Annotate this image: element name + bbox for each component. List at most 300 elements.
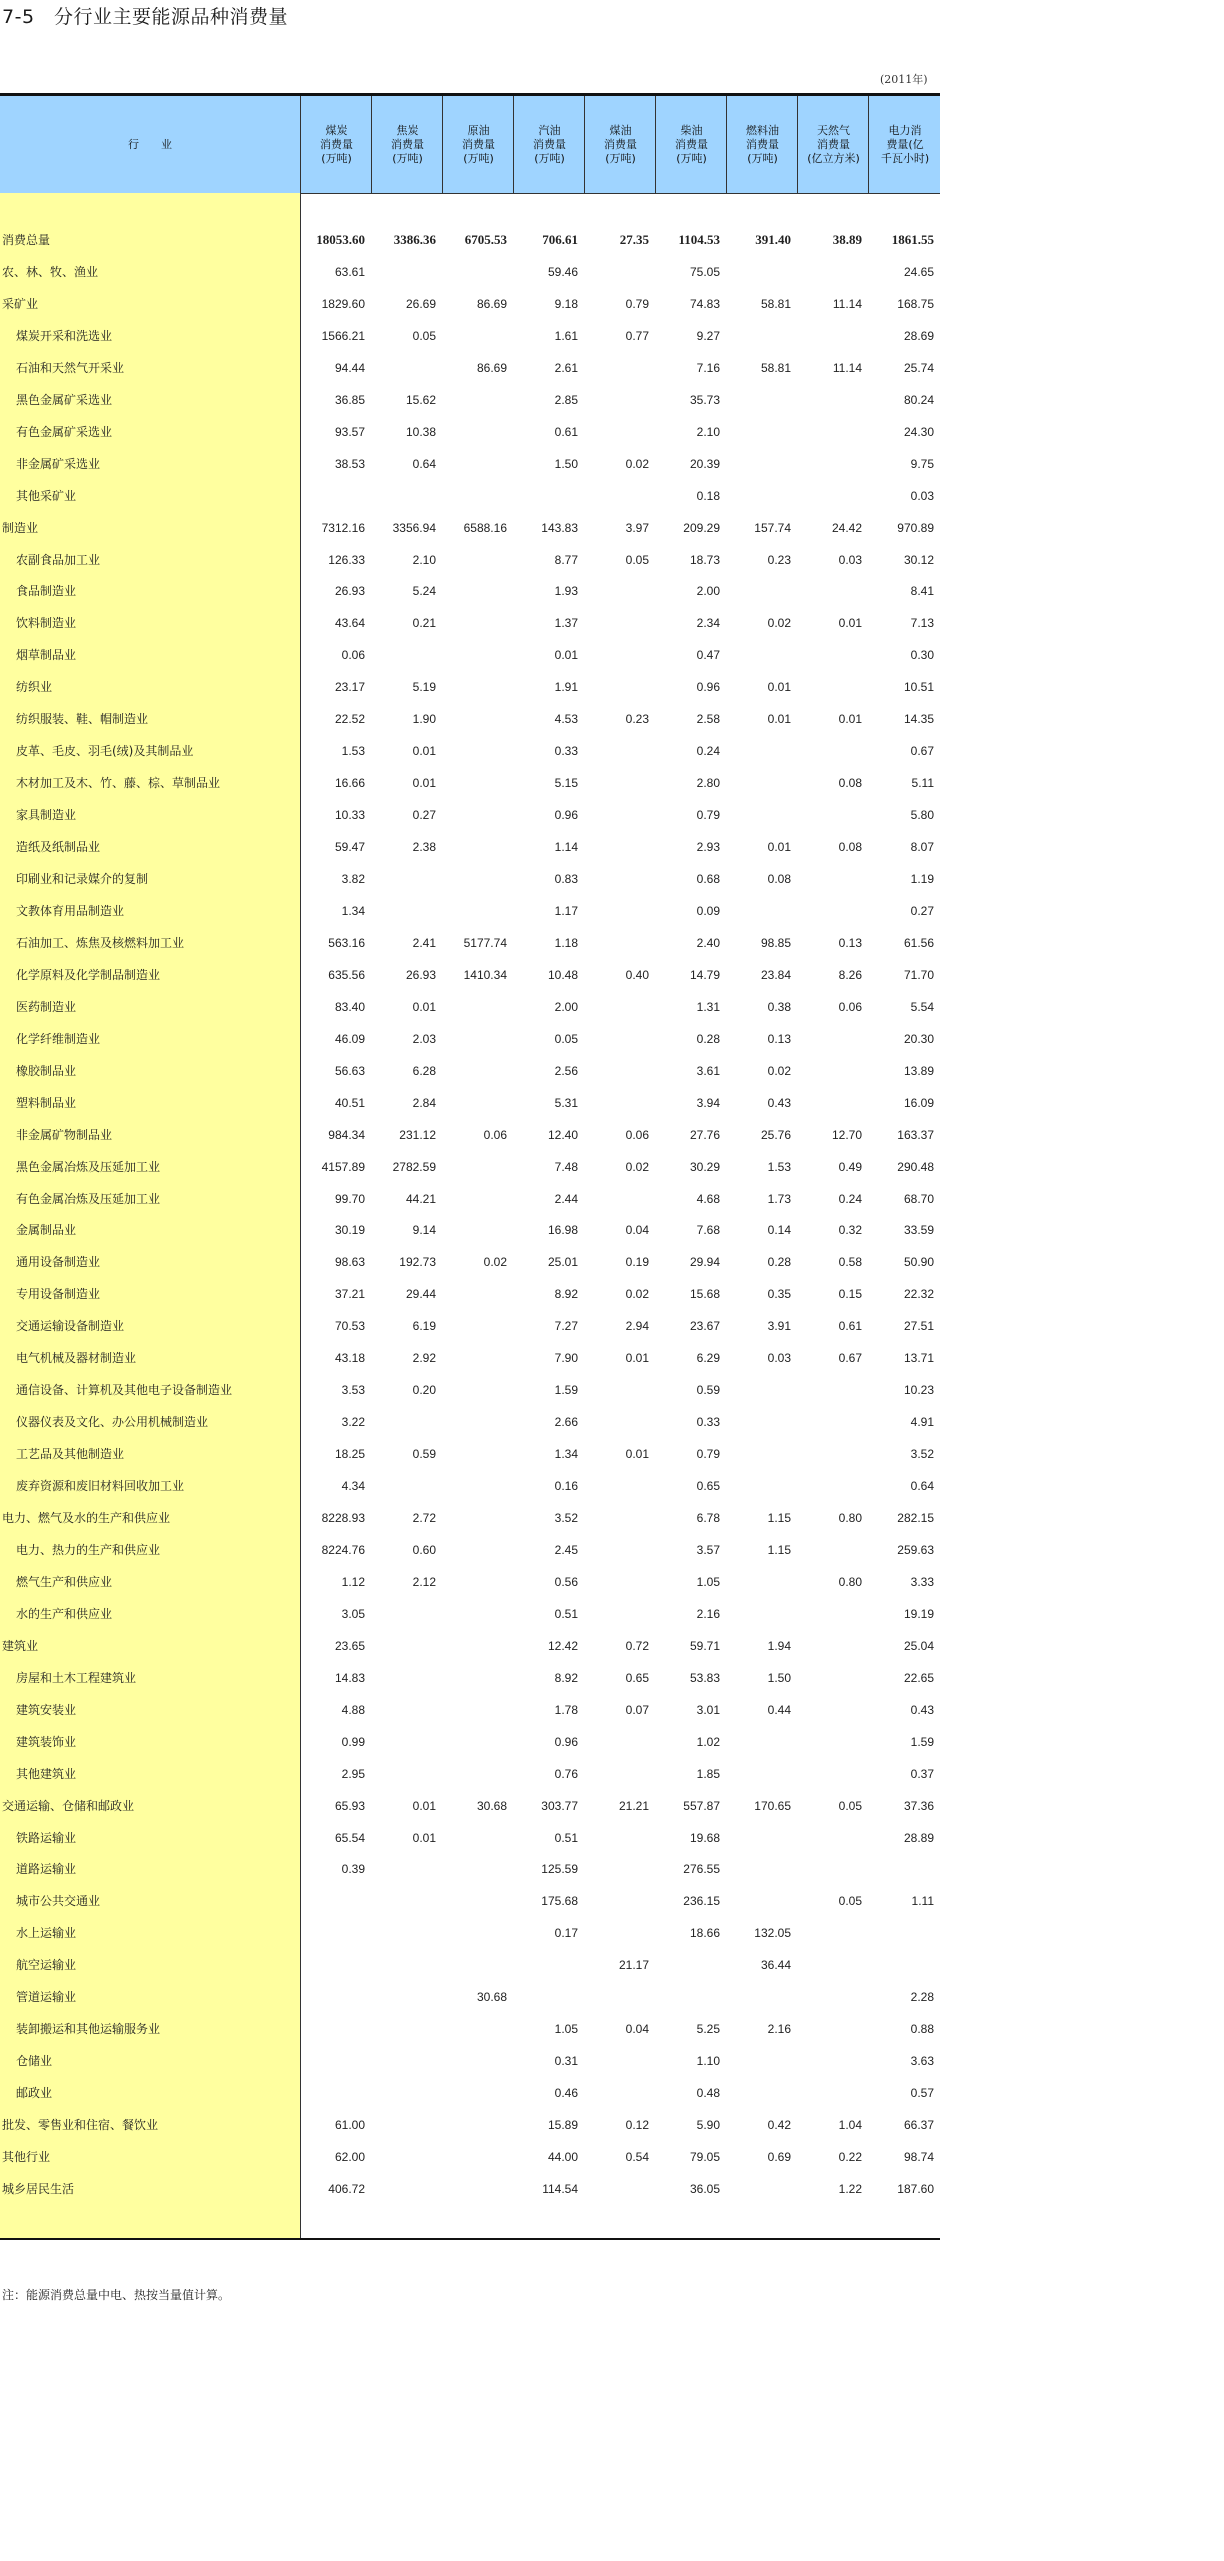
table-header [0, 96, 940, 194]
industry-name: 化学原料及化学制品制造业 [16, 968, 161, 982]
gasoline-value: 1.59 [554, 1383, 578, 1397]
gasoline-value: 1.37 [554, 616, 578, 630]
diesel-value: 3.61 [696, 1064, 720, 1078]
coke-value: 3356.94 [392, 521, 436, 535]
industry-name: 建筑安装业 [16, 1703, 77, 1717]
coke-value: 0.01 [412, 1831, 436, 1845]
electricity-value: 61.56 [903, 936, 934, 950]
fuel-oil-value [726, 1374, 791, 1406]
natural-gas-value [797, 1055, 862, 1087]
industry-name: 仓储业 [16, 2054, 53, 2068]
diesel-value: 6.78 [696, 1511, 720, 1525]
coal-value: 40.51 [334, 1096, 365, 1110]
industry-name: 燃气生产和供应业 [16, 1575, 113, 1589]
table-row [0, 320, 940, 352]
diesel-value: 15.68 [689, 1287, 720, 1301]
coal-value [300, 1885, 365, 1917]
coke-value: 15.62 [405, 393, 436, 407]
fuel-oil-value: 1.15 [767, 1543, 791, 1557]
kerosene-value: 0.12 [625, 2118, 649, 2132]
crude-oil-value [442, 799, 507, 831]
industry-name: 食品制造业 [16, 584, 77, 598]
natural-gas-value: 0.24 [838, 1192, 862, 1206]
diesel-value: 7.68 [696, 1223, 720, 1237]
gasoline-value: 10.48 [547, 968, 578, 982]
table-row [0, 1790, 940, 1822]
fuel-oil-value: 0.44 [767, 1703, 791, 1717]
kerosene-value: 0.79 [625, 297, 649, 311]
gasoline-value: 2.85 [554, 393, 578, 407]
table-row [0, 1853, 940, 1885]
coke-value [371, 1662, 436, 1694]
fuel-oil-value [726, 1566, 791, 1598]
table-row [0, 1981, 940, 2013]
electricity-value: 22.65 [903, 1671, 934, 1685]
kerosene-value [584, 1087, 649, 1119]
electricity-value: 33.59 [903, 1223, 934, 1237]
coke-value [371, 480, 436, 512]
fuel-oil-value: 0.02 [767, 1064, 791, 1078]
gasoline-value: 44.00 [547, 2150, 578, 2164]
kerosene-value [584, 1598, 649, 1630]
coal-value [300, 2045, 365, 2077]
crude-oil-value: 6705.53 [464, 232, 507, 247]
natural-gas-value [797, 384, 862, 416]
coke-value [371, 1917, 436, 1949]
electricity-value: 24.30 [903, 425, 934, 439]
natural-gas-value: 0.22 [838, 2150, 862, 2164]
diesel-value: 35.73 [689, 393, 720, 407]
crude-oil-value [442, 2077, 507, 2109]
kerosene-value [584, 2173, 649, 2205]
industry-name: 水的生产和供应业 [16, 1607, 113, 1621]
industry-name: 邮政业 [16, 2086, 53, 2100]
electricity-value: 0.30 [910, 648, 934, 662]
table-row [0, 1183, 940, 1215]
table-row [0, 1758, 940, 1790]
gasoline-value: 143.83 [541, 521, 578, 535]
industry-name: 其他建筑业 [16, 1767, 77, 1781]
crude-oil-value: 0.02 [483, 1255, 507, 1269]
natural-gas-value: 0.01 [838, 616, 862, 630]
diesel-value: 2.58 [696, 712, 720, 726]
gasoline-value: 12.42 [547, 1639, 578, 1653]
diesel-value: 557.87 [683, 1799, 720, 1813]
electricity-value: 66.37 [903, 2118, 934, 2132]
gasoline-value: 114.54 [542, 2182, 578, 2196]
table-row [0, 1246, 940, 1278]
kerosene-value: 0.02 [625, 1287, 649, 1301]
industry-name: 其他采矿业 [16, 489, 77, 503]
crude-oil-value [442, 991, 507, 1023]
natural-gas-value [797, 320, 862, 352]
coal-value: 1566.21 [321, 329, 365, 343]
gasoline-value: 0.05 [554, 1032, 578, 1046]
diesel-value: 1.05 [696, 1575, 720, 1589]
industry-name: 道路运输业 [16, 1862, 77, 1876]
industry-name: 医药制造业 [16, 1000, 77, 1014]
crude-oil-value [442, 1310, 507, 1342]
coal-value: 126.33 [328, 553, 365, 567]
gasoline-value [513, 480, 578, 512]
coke-value: 9.14 [412, 1223, 436, 1237]
table-row [0, 256, 940, 288]
crude-oil-value [442, 2141, 507, 2173]
crude-oil-value [442, 767, 507, 799]
kerosene-value [584, 1917, 649, 1949]
electricity-value [868, 1853, 934, 1885]
table-row [0, 1917, 940, 1949]
fuel-oil-value [726, 320, 791, 352]
fuel-oil-value: 36.44 [760, 1958, 791, 1972]
coke-value [371, 1726, 436, 1758]
fuel-oil-value: 0.02 [767, 616, 791, 630]
fuel-oil-value [726, 2173, 791, 2205]
coke-value: 6.19 [412, 1319, 436, 1333]
kerosene-value [584, 607, 649, 639]
crude-oil-value: 30.68 [476, 1990, 507, 2004]
crude-oil-value [442, 1502, 507, 1534]
industry-name: 管道运输业 [16, 1990, 77, 2004]
natural-gas-value: 0.15 [838, 1287, 862, 1301]
kerosene-value: 0.07 [625, 1703, 649, 1717]
crude-oil-value [442, 1694, 507, 1726]
diesel-value: 0.48 [696, 2086, 720, 2100]
fuel-oil-value [726, 1758, 791, 1790]
coal-value [300, 2077, 365, 2109]
coal-value: 8228.93 [321, 1511, 365, 1525]
diesel-value: 209.29 [683, 521, 720, 535]
fuel-oil-value: 1.53 [767, 1160, 791, 1174]
natural-gas-value: 0.08 [838, 840, 862, 854]
header-fuel-oil: 燃料油 消费量 (万吨) [726, 96, 798, 193]
header-coke: 焦炭 消费量 (万吨) [371, 96, 443, 193]
crude-oil-value [442, 1822, 507, 1854]
crude-oil-value [442, 607, 507, 639]
electricity-value: 4.91 [910, 1415, 934, 1429]
coal-value: 0.99 [341, 1735, 365, 1749]
natural-gas-value [797, 480, 862, 512]
header-natural-gas: 天然气 消费量 (亿立方米) [797, 96, 869, 193]
fuel-oil-value: 0.38 [767, 1000, 791, 1014]
coke-value [371, 256, 436, 288]
industry-name: 石油和天然气开采业 [16, 361, 125, 375]
coke-value: 3386.36 [393, 232, 436, 247]
gasoline-value: 1.17 [554, 904, 578, 918]
diesel-value: 0.47 [696, 648, 720, 662]
crude-oil-value [442, 1758, 507, 1790]
gasoline-value: 3.52 [554, 1511, 578, 1525]
natural-gas-value: 0.03 [838, 553, 862, 567]
crude-oil-value [442, 1598, 507, 1630]
coal-value: 56.63 [334, 1064, 365, 1078]
electricity-value: 290.48 [897, 1160, 934, 1174]
kerosene-value [584, 2045, 649, 2077]
electricity-value: 8.41 [910, 584, 934, 598]
diesel-value: 79.05 [689, 2150, 720, 2164]
table-row [0, 384, 940, 416]
diesel-value: 0.65 [696, 1479, 720, 1493]
diesel-value [655, 1981, 720, 2013]
fuel-oil-value: 0.28 [767, 1255, 791, 1269]
kerosene-value [584, 1822, 649, 1854]
table-row [0, 927, 940, 959]
electricity-value: 163.37 [897, 1128, 934, 1142]
crude-oil-value [442, 544, 507, 576]
gasoline-value: 0.46 [554, 2086, 578, 2100]
industry-name: 航空运输业 [16, 1958, 77, 1972]
diesel-value: 29.94 [689, 1255, 720, 1269]
electricity-value: 0.43 [910, 1703, 934, 1717]
crude-oil-value [442, 1438, 507, 1470]
coke-value: 2.84 [412, 1096, 436, 1110]
coal-value: 93.57 [334, 425, 365, 439]
coke-value [371, 1949, 436, 1981]
coal-value: 23.17 [334, 680, 365, 694]
table-row [0, 1534, 940, 1566]
table-row [0, 352, 940, 384]
coal-value [300, 1949, 365, 1981]
coke-value: 0.21 [412, 616, 436, 630]
gasoline-value: 12.40 [547, 1128, 578, 1142]
kerosene-value [584, 735, 649, 767]
natural-gas-value: 1.22 [838, 2182, 862, 2196]
industry-name: 烟草制品业 [16, 648, 77, 662]
coal-value: 635.56 [328, 968, 365, 982]
coke-value [371, 2013, 436, 2045]
gasoline-value: 9.18 [554, 297, 578, 311]
table-row [0, 2045, 940, 2077]
fuel-oil-value: 1.73 [767, 1192, 791, 1206]
diesel-value: 4.68 [696, 1192, 720, 1206]
coke-value [371, 1853, 436, 1885]
diesel-value: 5.90 [696, 2118, 720, 2132]
table-row [0, 863, 940, 895]
diesel-value: 14.79 [689, 968, 720, 982]
kerosene-value: 0.01 [625, 1447, 649, 1461]
coke-value: 6.28 [412, 1064, 436, 1078]
industry-name: 装卸搬运和其他运输服务业 [16, 2022, 161, 2036]
crude-oil-value [442, 2045, 507, 2077]
fuel-oil-value [726, 1822, 791, 1854]
table-row [0, 735, 940, 767]
crude-oil-value [442, 1949, 507, 1981]
natural-gas-value: 0.05 [838, 1799, 862, 1813]
coal-value: 59.47 [334, 840, 365, 854]
diesel-value: 0.59 [696, 1383, 720, 1397]
crude-oil-value [442, 671, 507, 703]
crude-oil-value: 6588.16 [463, 521, 507, 535]
diesel-value: 1.10 [696, 2054, 720, 2068]
crude-oil-value [442, 831, 507, 863]
gasoline-value: 1.05 [554, 2022, 578, 2036]
natural-gas-value: 24.42 [831, 521, 862, 535]
fuel-oil-value: 2.16 [767, 2022, 791, 2036]
gasoline-value: 2.44 [554, 1192, 578, 1206]
header-coal: 煤炭 消费量 (万吨) [300, 96, 372, 193]
fuel-oil-value [726, 2045, 791, 2077]
fuel-oil-value: 132.05 [754, 1926, 791, 1940]
electricity-value: 9.75 [910, 457, 934, 471]
coke-value: 0.20 [412, 1383, 436, 1397]
coal-value: 0.06 [341, 648, 365, 662]
fuel-oil-value: 0.69 [767, 2150, 791, 2164]
kerosene-value: 0.77 [625, 329, 649, 343]
coke-value: 2.10 [412, 553, 436, 567]
coal-value: 10.33 [334, 808, 365, 822]
gasoline-value [513, 1949, 578, 1981]
natural-gas-value [797, 1758, 862, 1790]
natural-gas-value: 0.08 [838, 776, 862, 790]
natural-gas-value: 0.67 [838, 1351, 862, 1365]
coal-value [300, 1917, 365, 1949]
fuel-oil-value: 25.76 [760, 1128, 791, 1142]
electricity-value: 19.19 [903, 1607, 934, 1621]
crude-oil-value [442, 1151, 507, 1183]
electricity-value: 0.27 [910, 904, 934, 918]
kerosene-value [584, 1502, 649, 1534]
coal-value: 22.52 [334, 712, 365, 726]
gasoline-value: 0.96 [554, 1735, 578, 1749]
industry-name: 农副食品加工业 [16, 553, 101, 567]
industry-name: 家具制造业 [16, 808, 77, 822]
electricity-value: 27.51 [903, 1319, 934, 1333]
fuel-oil-value: 98.85 [760, 936, 791, 950]
fuel-oil-value [726, 767, 791, 799]
kerosene-value [584, 1981, 649, 2013]
diesel-value: 0.33 [696, 1415, 720, 1429]
fuel-oil-value [726, 1726, 791, 1758]
diesel-value: 5.25 [696, 2022, 720, 2036]
coal-value: 83.40 [334, 1000, 365, 1014]
fuel-oil-value [726, 1885, 791, 1917]
kerosene-value [584, 1374, 649, 1406]
gasoline-value: 2.00 [554, 1000, 578, 1014]
electricity-value: 71.70 [903, 968, 934, 982]
coke-value [371, 639, 436, 671]
fuel-oil-value: 23.84 [760, 968, 791, 982]
natural-gas-value [797, 1534, 862, 1566]
gasoline-value: 7.90 [554, 1351, 578, 1365]
natural-gas-value: 1.04 [838, 2118, 862, 2132]
coal-value: 43.18 [334, 1351, 365, 1365]
industry-name: 煤炭开采和洗选业 [16, 329, 113, 343]
diesel-value: 19.68 [689, 1831, 720, 1845]
coke-value: 26.93 [405, 968, 436, 982]
natural-gas-value [797, 1853, 862, 1885]
natural-gas-value: 0.58 [838, 1255, 862, 1269]
diesel-value: 0.79 [696, 808, 720, 822]
crude-oil-value [442, 384, 507, 416]
gasoline-value: 175.68 [541, 1894, 578, 1908]
gasoline-value: 0.31 [554, 2054, 578, 2068]
fuel-oil-value: 1.94 [767, 1639, 791, 1653]
coal-value: 4.88 [341, 1703, 365, 1717]
kerosene-value [584, 639, 649, 671]
coke-value: 2.92 [412, 1351, 436, 1365]
coke-value: 0.64 [412, 457, 436, 471]
coal-value: 18.25 [334, 1447, 365, 1461]
kerosene-value [584, 991, 649, 1023]
natural-gas-value: 0.80 [838, 1511, 862, 1525]
fuel-oil-value: 170.65 [754, 1799, 791, 1813]
gasoline-value: 4.53 [554, 712, 578, 726]
kerosene-value: 2.94 [625, 1319, 649, 1333]
coal-value: 1.53 [341, 744, 365, 758]
diesel-value: 30.29 [689, 1160, 720, 1174]
coke-value [371, 2045, 436, 2077]
fuel-oil-value [726, 480, 791, 512]
crude-oil-value [442, 1662, 507, 1694]
natural-gas-value [797, 1598, 862, 1630]
kerosene-value [584, 895, 649, 927]
electricity-value: 0.03 [910, 489, 934, 503]
diesel-value: 6.29 [696, 1351, 720, 1365]
coke-value: 2.72 [412, 1511, 436, 1525]
diesel-value: 3.01 [696, 1703, 720, 1717]
crude-oil-value [442, 1566, 507, 1598]
table-row [0, 2141, 940, 2173]
diesel-value: 9.27 [696, 329, 720, 343]
coal-value [300, 480, 365, 512]
diesel-value: 0.09 [696, 904, 720, 918]
fuel-oil-value: 0.42 [767, 2118, 791, 2132]
coke-value [371, 1630, 436, 1662]
natural-gas-value [797, 2077, 862, 2109]
industry-name: 造纸及纸制品业 [16, 840, 101, 854]
fuel-oil-value [726, 384, 791, 416]
electricity-value: 30.12 [903, 553, 934, 567]
industry-name: 消费总量 [2, 233, 51, 247]
gasoline-value: 15.89 [547, 2118, 578, 2132]
industry-name: 石油加工、炼焦及核燃料加工业 [16, 936, 185, 950]
diesel-value: 2.40 [696, 936, 720, 950]
crude-oil-value: 0.06 [483, 1128, 507, 1142]
coke-value: 0.01 [412, 744, 436, 758]
fuel-oil-value: 157.74 [754, 521, 791, 535]
natural-gas-value [797, 1406, 862, 1438]
crude-oil-value [442, 1853, 507, 1885]
kerosene-value: 0.05 [625, 553, 649, 567]
coal-value: 4.34 [341, 1479, 365, 1493]
coke-value: 0.05 [412, 329, 436, 343]
natural-gas-value: 12.70 [831, 1128, 862, 1142]
crude-oil-value [442, 1183, 507, 1215]
industry-name: 非金属矿物制品业 [16, 1128, 113, 1142]
natural-gas-value: 8.26 [838, 968, 862, 982]
crude-oil-value: 5177.74 [463, 936, 507, 950]
electricity-value: 282.15 [897, 1511, 934, 1525]
kerosene-value [584, 1023, 649, 1055]
coke-value [371, 895, 436, 927]
table-row [0, 607, 940, 639]
natural-gas-value: 0.49 [838, 1160, 862, 1174]
fuel-oil-value [726, 799, 791, 831]
gasoline-value: 1.91 [554, 680, 578, 694]
table-row [0, 1438, 940, 1470]
natural-gas-value: 0.06 [838, 1000, 862, 1014]
natural-gas-value: 0.01 [838, 712, 862, 726]
coal-value: 18053.60 [316, 232, 365, 247]
electricity-value: 8.07 [910, 840, 934, 854]
table-row [0, 416, 940, 448]
diesel-value: 7.16 [696, 361, 720, 375]
industry-name: 城乡居民生活 [2, 2182, 75, 2196]
natural-gas-value: 38.89 [832, 232, 862, 247]
fuel-oil-value [726, 895, 791, 927]
gasoline-value: 0.61 [554, 425, 578, 439]
natural-gas-value [797, 895, 862, 927]
